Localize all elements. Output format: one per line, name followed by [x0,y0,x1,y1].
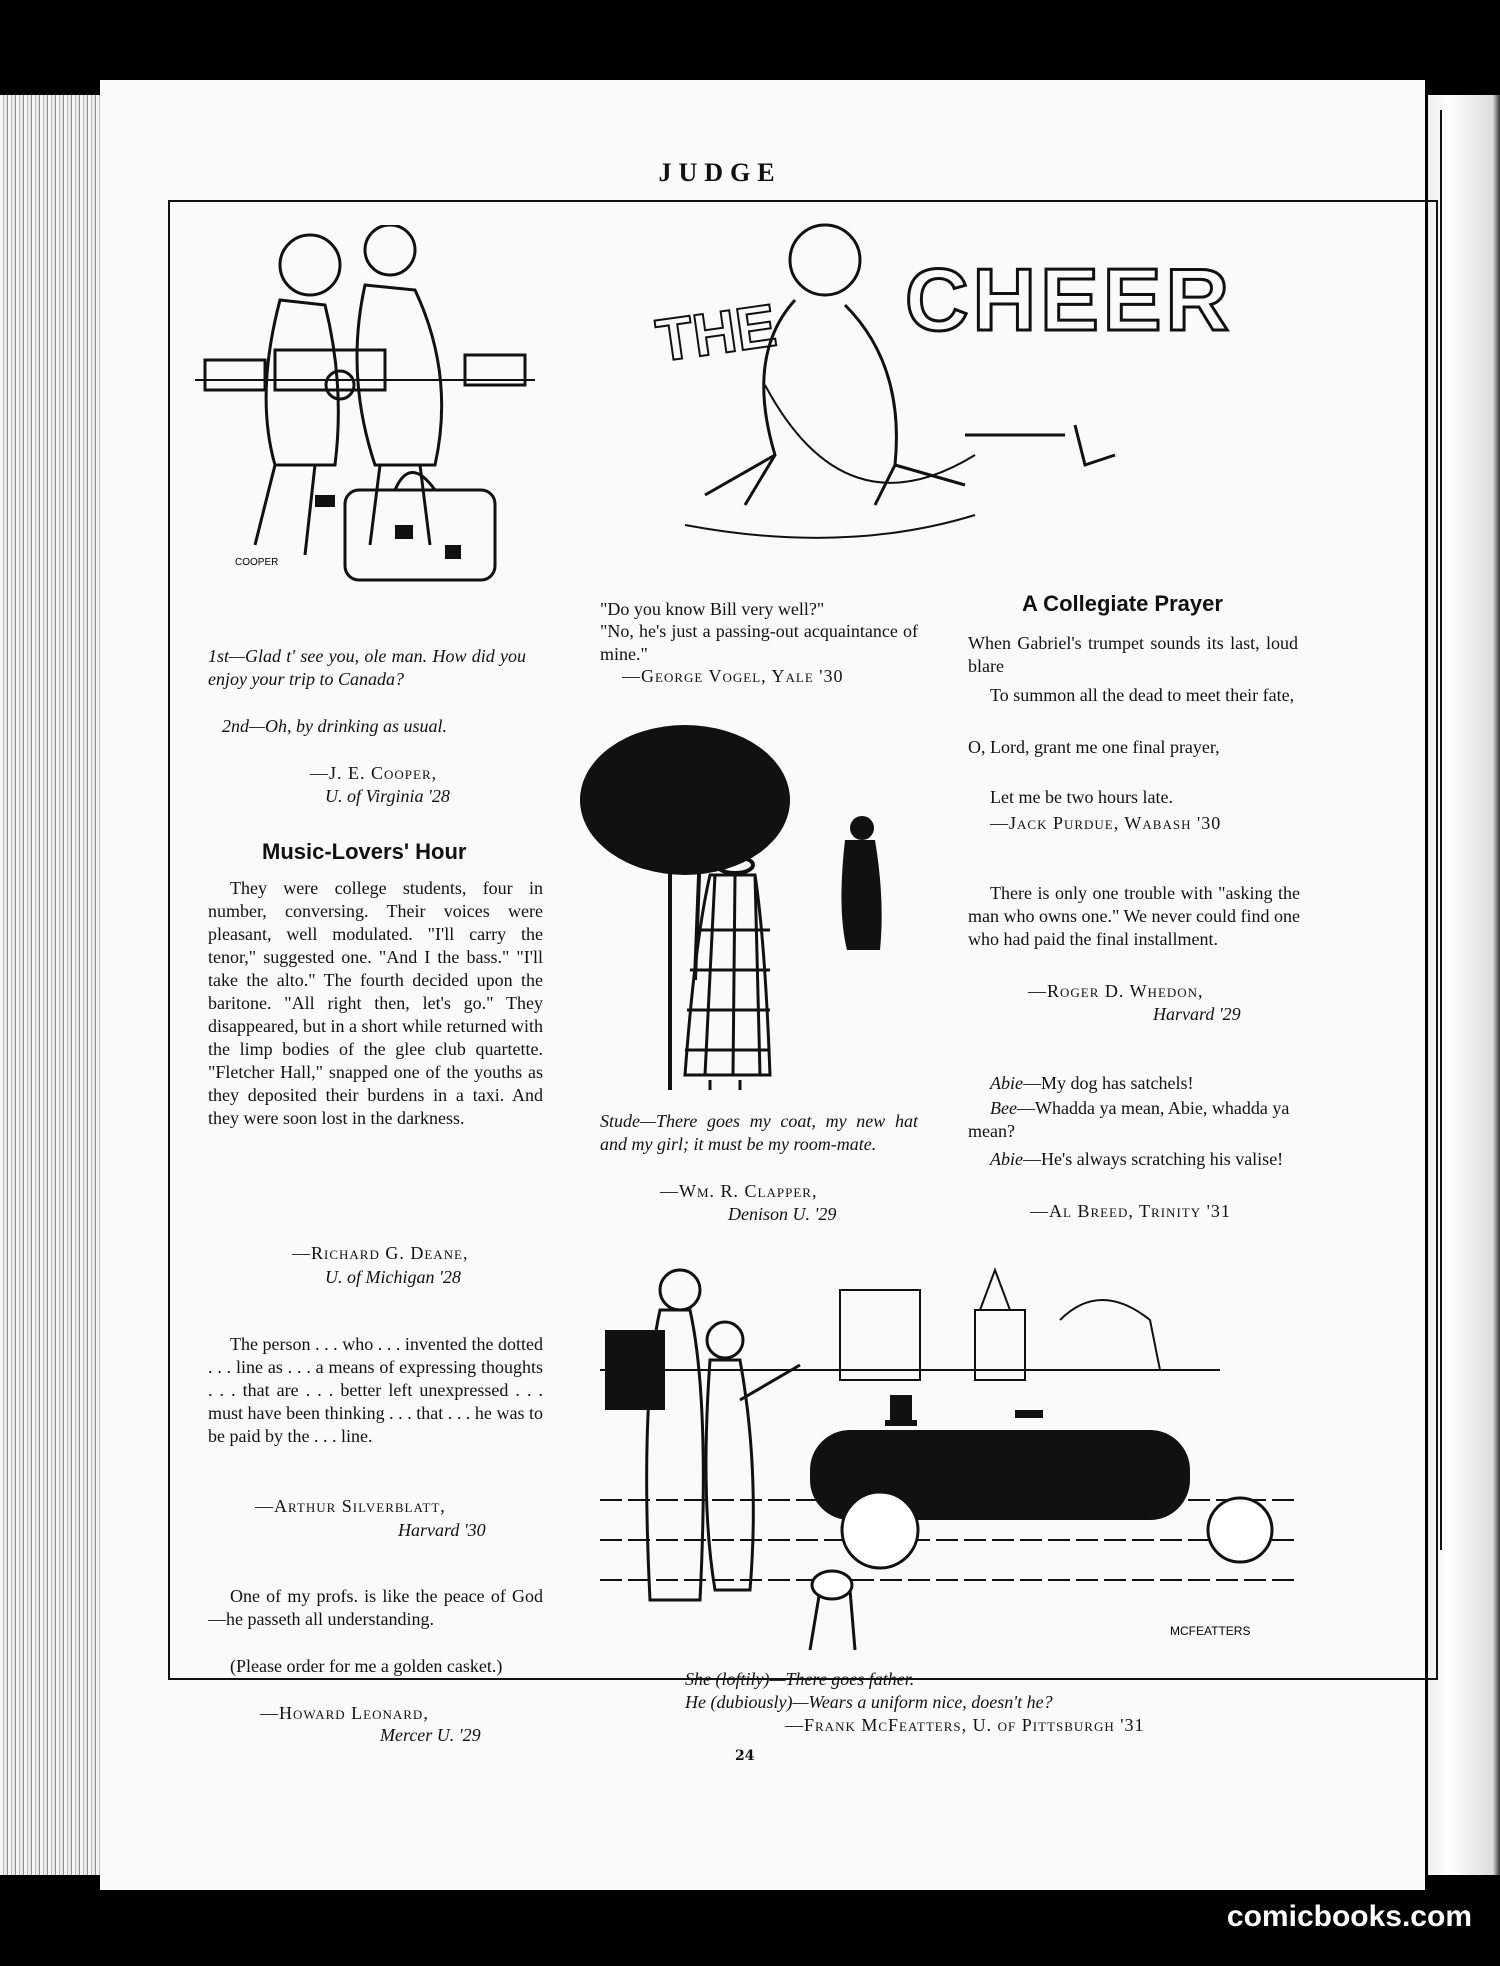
prayer-credit: —Jack Purdue, Wabash '30 [990,813,1222,833]
artist-signature-mcfeatters: MCFEATTERS [1170,1624,1251,1638]
book-page-edges-right [1428,95,1500,1875]
dotted-line-body: The person . . . who . . . invented the dotted . . . line as . . . a means of expressing thoughts . . . that are . . . better left unexpressed . . . must have been thinking . . . that . . . he was to be paid by the . . . line. [208,1334,543,1446]
dotted-line-credit-name: —Arthur Silverblatt, [255,1496,446,1516]
book-page-edges-left [0,95,110,1875]
abie-credit: —Al Breed, Trinity '31 [1030,1201,1231,1221]
abie-line-2 [968,1097,1300,1143]
abie-speaker-2: Abie [990,1149,1023,1169]
father-credit: —Frank McFeatters, U. of Pittsburgh '31 [785,1715,1145,1735]
prayer-line-2: To summon all the dead to meet their fate, [990,685,1295,705]
music-lovers-credit-name: —Richard G. Deane, [292,1243,469,1263]
installment-body: There is only one trouble with "asking the man who owns one." We never could find one who had paid the final installment. [968,883,1300,949]
cartoon-the-cheer [645,205,1245,555]
cartoon1-caption-line1: 1st—Glad t' see you, ole man. How did you enjoy your trip to Canada? [208,646,526,689]
abie-text-1: —My dog has satchels! [1023,1073,1194,1093]
dotted-line-credit-school: Harvard '30 [398,1520,486,1540]
bill-answer: "No, he's just a passing-out acquaintance of mine." [600,621,918,664]
prayer-line-4: Let me be two hours late. [990,787,1173,807]
cartoon1-credit-school: U. of Virginia '28 [325,786,450,806]
bee-text: —Whadda ya mean, Abie, whadda ya mean? [968,1098,1290,1141]
prayer-line-1: When Gabriel's trumpet sounds its last, loud blare [968,633,1298,676]
bee-speaker: Bee [990,1098,1017,1118]
gutter-rule [1440,110,1442,1550]
installment-credit-school: Harvard '29 [1153,1004,1241,1024]
bill-credit: —George Vogel, Yale '30 [622,666,844,686]
cartoon-travelers [195,225,545,595]
father-caption-line2: He (dubiously)—Wears a uniform nice, doesn't he? [685,1692,1053,1712]
prayer-line-3: O, Lord, grant me one final prayer, [968,737,1220,757]
bill-question: "Do you know Bill very well?" [600,599,825,619]
cartoon1-credit-name: —J. E. Cooper, [310,763,438,783]
abie-speaker-1: Abie [990,1073,1023,1093]
stude-caption: Stude—There goes my coat, my new hat and my girl; it must be my room-mate. [600,1111,918,1154]
abie-line-3 [968,1148,1300,1171]
artist-signature-cooper: COOPER [235,557,279,568]
page-number: 24 [735,1748,755,1764]
profs-credit-name: —Howard Leonard, [260,1703,429,1723]
father-caption-line1: She (loftily)—There goes father. [685,1669,915,1689]
cheer-title-the: THE [652,291,781,375]
watermark: comicbooks.com [1226,1900,1472,1933]
cartoon-stude [575,710,915,1095]
abie-text-2: —He's always scratching his valise! [1023,1149,1284,1169]
profs-body: One of my profs. is like the peace of God—he passeth all understanding. [208,1586,543,1629]
music-lovers-title: Music-Lovers' Hour [262,839,467,864]
installment-credit-name: —Roger D. Whedon, [1028,981,1204,1001]
music-lovers-body: They were college students, four in number, conversing. Their voices were pleasant, well modulated. "I'll carry the tenor," suggested one. "And I the bass." "I'll take the alto." The fourth decided upon the baritone. "All right then, let's go." They disappeared, but in a short while returned with the limp bodies of the glee club quartette. "Fletcher Hall," snapped one of the youths as they deposited their burdens in a taxi. And they were soon lost in the darkness. [208,878,543,1128]
cartoon-father-car [600,1250,1300,1650]
profs-credit-school: Mercer U. '29 [380,1725,481,1745]
music-lovers-credit-school: U. of Michigan '28 [325,1267,461,1287]
prayer-title: A Collegiate Prayer [1022,591,1223,616]
cheer-title-word: CHEER [905,250,1234,349]
abie-line-1 [990,1072,1300,1095]
masthead: JUDGE [658,158,782,187]
stude-credit-school: Denison U. '29 [728,1204,837,1224]
cartoon1-caption-line2: 2nd—Oh, by drinking as usual. [222,716,447,736]
profs-aside: (Please order for me a golden casket.) [230,1656,503,1676]
stude-credit-name: —Wm. R. Clapper, [660,1181,818,1201]
